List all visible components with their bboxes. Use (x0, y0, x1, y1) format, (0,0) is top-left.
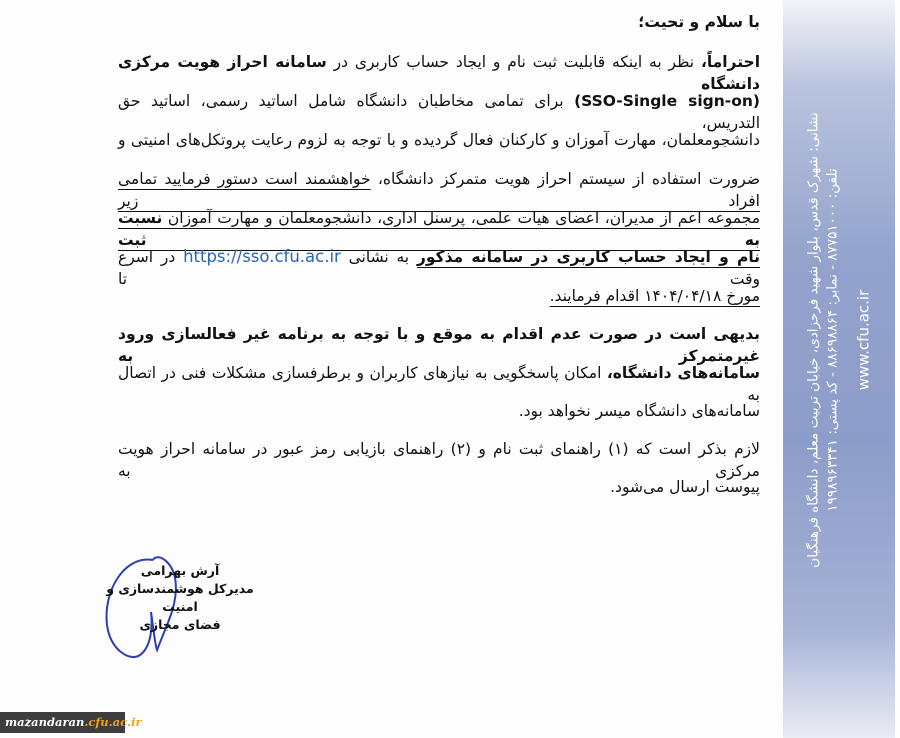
badge-domain: .cfu.ac.ir (84, 715, 142, 729)
body-line: لازم بذکر است که (۱) راهنمای ثبت نام و (۲) راهنمای بازیابی رمز عبور در سامانه احراز هویت مرکزی به (118, 440, 760, 480)
text-run: برای تمامی مخاطبان دانشگاه شامل اساتید رسمی، اساتید حق التدریس، (118, 92, 760, 132)
text-run: ضرورت استفاده از سیستم احراز هویت متمرکز دانشگاه، (370, 170, 760, 188)
body-line: پیوست ارسال می‌شود. (610, 478, 760, 496)
letterhead-side-strip (783, 0, 895, 738)
text-run: نظر به اینکه قابلیت ثبت نام و ایجاد حساب کاربری در (326, 53, 701, 71)
text-run: نام و ایجاد حساب کاربری در سامانه مذکور (416, 248, 760, 266)
body-line: دانشجومعلمان، مهارت آموزان و کارکنان فعال گردیده و با توجه به لزوم رعایت پروتکل‌های امنیتی و (118, 131, 760, 149)
signatory-title: مدیرکل هوشمندسازی و امنیت (106, 581, 254, 614)
body-line (118, 207, 760, 251)
greeting: با سلام و تحیت؛ (638, 13, 760, 31)
text-run: امکان پاسخگویی به نیازهای کاربران و برطرفسازی مشکلات فنی در اتصال به (118, 364, 760, 404)
body-line (118, 90, 760, 134)
body-line: سامانه‌های دانشگاه میسر نخواهد بود. (518, 402, 760, 420)
badge-site: mazandaran (5, 715, 85, 729)
text-run: مورخ ۱۴۰۴/۰۴/۱۸ اقدام فرمایند. (549, 287, 760, 305)
body-line (118, 51, 760, 95)
text-run: (SSO-Single sign-on) (574, 92, 761, 110)
website-text: www.cfu.ac.ir (854, 289, 873, 391)
signatory-title-2: فضای مجازی (139, 617, 221, 632)
text-run: سامانه‌های دانشگاه، (606, 364, 760, 382)
text-run: احتراماً، (700, 53, 761, 71)
source-watermark-badge (0, 712, 142, 733)
text-run: مجموعه اعم از مدیران، اعضای هیات علمی، پرسنل اداری، دانشجومعلمان و مهارت آموزان (162, 209, 760, 227)
text-run: در اسرع وقت تا (118, 248, 760, 288)
body-line (118, 246, 760, 290)
address-text: نشانی: شهرک قدس، بلوار شهید فرحزادی، خیابان تربیت معلم، دانشگاه فرهنگیان (805, 112, 822, 568)
phone-text: تلفن: ۸۷۷۵۱۰۰۰ - نمابر: ۸۸۶۹۸۸۶۴ - کد پستی: ۱۹۹۸۹۶۳۳۴۱ (824, 168, 841, 512)
sso-link[interactable]: https://sso.cfu.ac.ir (183, 247, 341, 266)
signature-block (95, 562, 265, 634)
text-run: نسبت به ثبت (118, 209, 760, 249)
text-run: خواهشمند است دستور فرمایید تمامی افراد زیر (118, 170, 760, 210)
body-line: بدیهی است در صورت عدم اقدام به موقع و با توجه به برنامه غیر فعالسازی ورود غیرمتمرکز به (118, 325, 760, 365)
signatory-name: آرش بهرامی (140, 563, 220, 578)
body-line (118, 168, 760, 212)
text-run: سامانه احراز هویت مرکزی دانشگاه (118, 53, 760, 93)
text-run: به نشانی (340, 248, 417, 266)
body-line (118, 285, 760, 307)
letterhead-contact-info (805, 40, 874, 640)
